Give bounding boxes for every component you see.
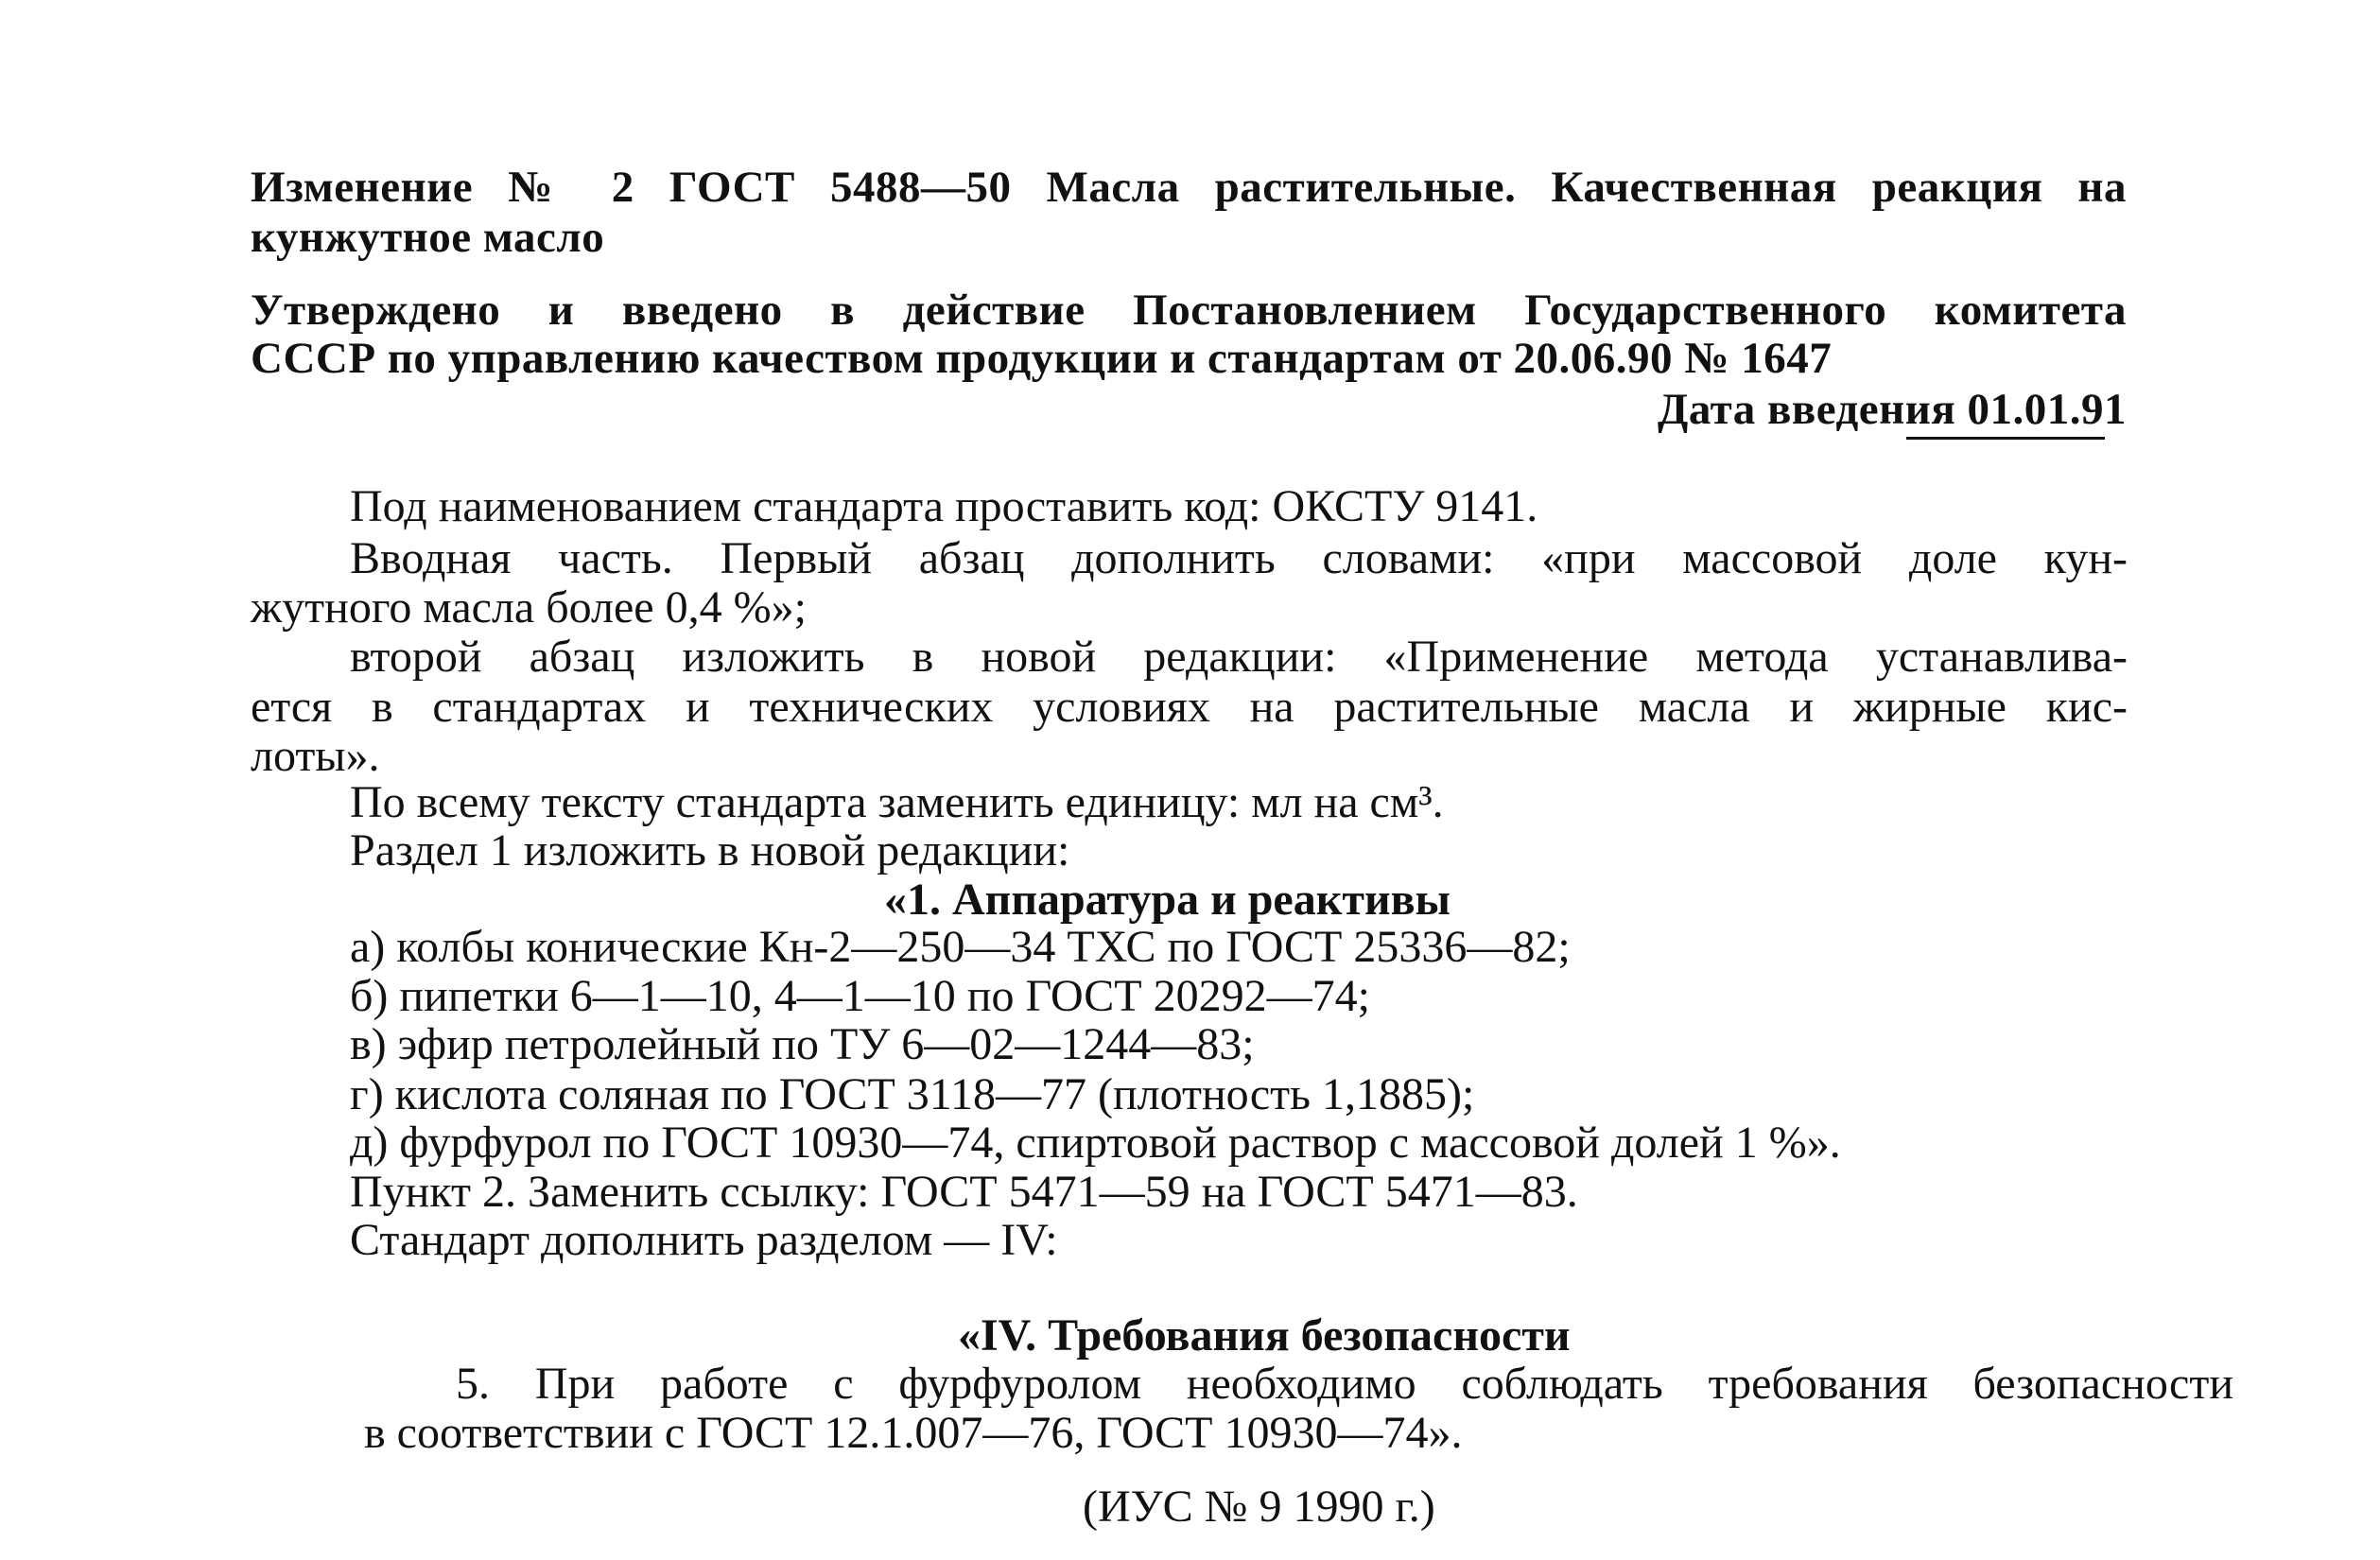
effective-date-label: Дата введения — [1657, 385, 1956, 434]
list-item-v: в) эфир петролейный по ТУ 6—02—1244—83; — [350, 1019, 1255, 1069]
paragraph-second-line-2: ется в стандартах и технических условиях на растительные масла и жирные кис- — [251, 682, 2128, 732]
list-item-a: а) колбы конические Кн-2—250—34 ТХС по ГОСТ 25336—82; — [350, 922, 1571, 972]
effective-date — [1657, 385, 2127, 434]
source-reference: (ИУС № 9 1990 г.) — [1083, 1482, 1435, 1532]
paragraph-safety-line-1: 5. При работе с фурфуролом необходимо соблюдать требования безопасности — [456, 1359, 2233, 1409]
paragraph-intro-line-2: жутного масла более 0,4 %»; — [251, 582, 807, 633]
list-item-b: б) пипетки 6—1—10, 4—1—10 по ГОСТ 20292—74; — [350, 971, 1370, 1021]
section-4-title: «IV. Требования безопасности — [958, 1310, 1571, 1361]
list-item-d: д) фурфурол по ГОСТ 10930—74, спиртовой раствор с массовой долей 1 %». — [350, 1118, 1841, 1168]
paragraph-second-line-3: лоты». — [251, 731, 380, 781]
section-1-title: «1. Аппаратура и реактивы — [884, 875, 1451, 925]
approval-line-2: СССР по управлению качеством продукции и стандартам от 20.06.90 № 1647 — [251, 334, 1833, 383]
paragraph-okstu: Под наименованием стандарта проставить код: ОКСТУ 9141. — [350, 481, 1538, 531]
paragraph-second-line-1: второй абзац изложить в новой редакции: «Применение метода устанавлива- — [350, 632, 2128, 682]
effective-date-value: 01.01.91 — [1967, 385, 2127, 434]
paragraph-safety-line-2: в соответствии с ГОСТ 12.1.007—76, ГОСТ 10930—74». — [364, 1408, 1463, 1458]
amendment-title-line-2: кунжутное масло — [251, 213, 605, 262]
paragraph-point-2: Пункт 2. Заменить ссылку: ГОСТ 5471—59 на ГОСТ 5471—83. — [350, 1167, 1578, 1217]
paragraph-section-4-intro: Стандарт дополнить разделом — IV: — [350, 1215, 1058, 1265]
date-underline — [1906, 437, 2105, 440]
amendment-title-line-1: Изменение № 2 ГОСТ 5488—50 Масла растительные. Качественная реакция на — [251, 163, 2127, 212]
paragraph-intro-line-1: Вводная часть. Первый абзац дополнить словами: «при массовой доле кун- — [350, 533, 2128, 583]
list-item-g: г) кислота соляная по ГОСТ 3118—77 (плотность 1,1885); — [350, 1069, 1475, 1119]
paragraph-units: По всему тексту стандарта заменить единицу: мл на см³. — [350, 777, 1444, 827]
approval-line-1: Утверждено и введено в действие Постановлением Государственного комитета — [251, 286, 2127, 335]
paragraph-section-1-intro: Раздел 1 изложить в новой редакции: — [350, 825, 1070, 875]
